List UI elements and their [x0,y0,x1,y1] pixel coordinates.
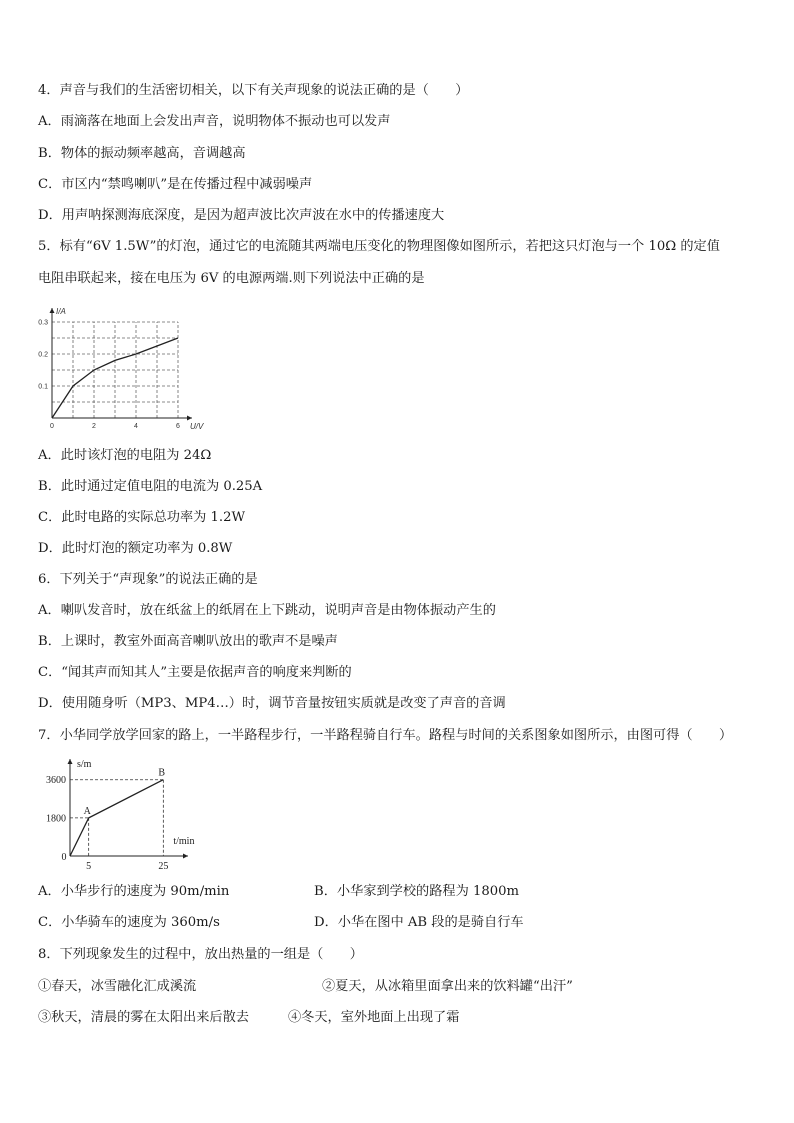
x-axis-label: t/min [173,836,195,847]
x-axis-arrow [187,416,192,421]
x-axis-arrow [183,854,188,859]
q5-option-c: C．此时电路的实际总功率为 1.2W [38,510,246,525]
y-tick-label: 0.1 [38,383,48,391]
y-axis-label: I/A [56,307,66,316]
q7-stem: 7．小华同学放学回家的路上，一半路程步行，一半路程骑自行车。路程与时间的关系图象如图所示，由图可得（ ） [38,728,733,743]
q6-option-d: D．使用随身听（MP3、MP4…）时，调节音量按钮实质就是改变了声音的音调 [38,696,506,711]
x-tick-label: 4 [134,423,138,430]
x-tick-label: 25 [158,861,169,872]
y-tick-label: 0.3 [38,319,48,327]
q8-item-3: ③秋天，清晨的雾在太阳出来后散去 [38,1010,249,1025]
q4-option-a: A．雨滴落在地面上会发出声音，说明物体不振动也可以发声 [38,114,391,129]
q5-option-d: D．此时灯泡的额定功率为 0.8W [38,541,233,556]
q8-item-1: ①春天，冰雪融化汇成溪流 [38,979,197,994]
y-axis-label: s/m [77,759,92,770]
x-axis-label: U/V [190,422,204,431]
q5-iu-chart [30,300,204,440]
q4-option-d: D．用声呐探测海底深度，是因为超声波比次声波在水中的传播速度大 [38,208,445,223]
q8-stem: 8．下列现象发生的过程中，放出热量的一组是（ ） [38,947,363,962]
q7-option-b: B．小华家到学校的路程为 1800m [314,884,520,899]
q5-stem-line1: 5．标有“6V 1.5W”的灯泡，通过它的电流随其两端电压变化的物理图像如图所示，若把这只灯泡与一个 10Ω 的定值 [38,239,720,254]
st-line [70,780,163,856]
y-axis-arrow [50,308,55,313]
q6-stem: 6．下列关于“声现象”的说法正确的是 [38,572,258,587]
x-tick-label: 2 [92,423,96,430]
y-axis-arrow [68,759,73,764]
q4-stem: 4．声音与我们的生活密切相关，以下有关声现象的说法正确的是（ ） [38,83,469,98]
q8-item-4: ④冬天，室外地面上出现了霜 [288,1010,460,1025]
x-tick-label: 5 [86,861,92,872]
q6-option-a: A．喇叭发音时，放在纸盆上的纸屑在上下跳动，说明声音是由物体振动产生的 [38,603,496,618]
y-tick-label: 3600 [46,775,66,787]
q5-option-a: A．此时该灯泡的电阻为 24Ω [38,448,212,463]
y-tick-label: 0.2 [38,351,48,359]
q4-option-b: B．物体的振动频率越高，音调越高 [38,146,246,161]
x-tick-label: 0 [61,852,67,863]
q7-option-d: D．小华在图中 AB 段的是骑自行车 [314,915,524,930]
q5-stem-line2: 电阻串联起来，接在电压为 6V 的电源两端.则下列说法中正确的是 [38,271,425,286]
q8-item-2: ②夏天，从冰箱里面拿出来的饮料罐“出汗” [322,979,573,994]
q7-option-a: A．小华步行的速度为 90m/min [38,884,230,899]
point-label-a: A [83,805,91,817]
x-tick-label: 0 [50,423,54,430]
x-tick-label: 6 [176,423,180,430]
q6-option-b: B．上课时，教室外面高音喇叭放出的歌声不是噪声 [38,634,338,649]
q7-option-c: C．小华骑车的速度为 360m/s [38,915,220,930]
q5-option-b: B．此时通过定值电阻的电流为 0.25A [38,479,263,494]
y-tick-label: 1800 [46,813,66,825]
point-label-b: B [158,767,166,779]
q6-option-c: C．“闻其声而知其人”主要是依据声音的响度来判断的 [38,665,352,680]
q4-option-c: C．市区内“禁鸣喇叭”是在传播过程中减弱噪声 [38,177,313,192]
q7-st-chart [30,755,195,880]
